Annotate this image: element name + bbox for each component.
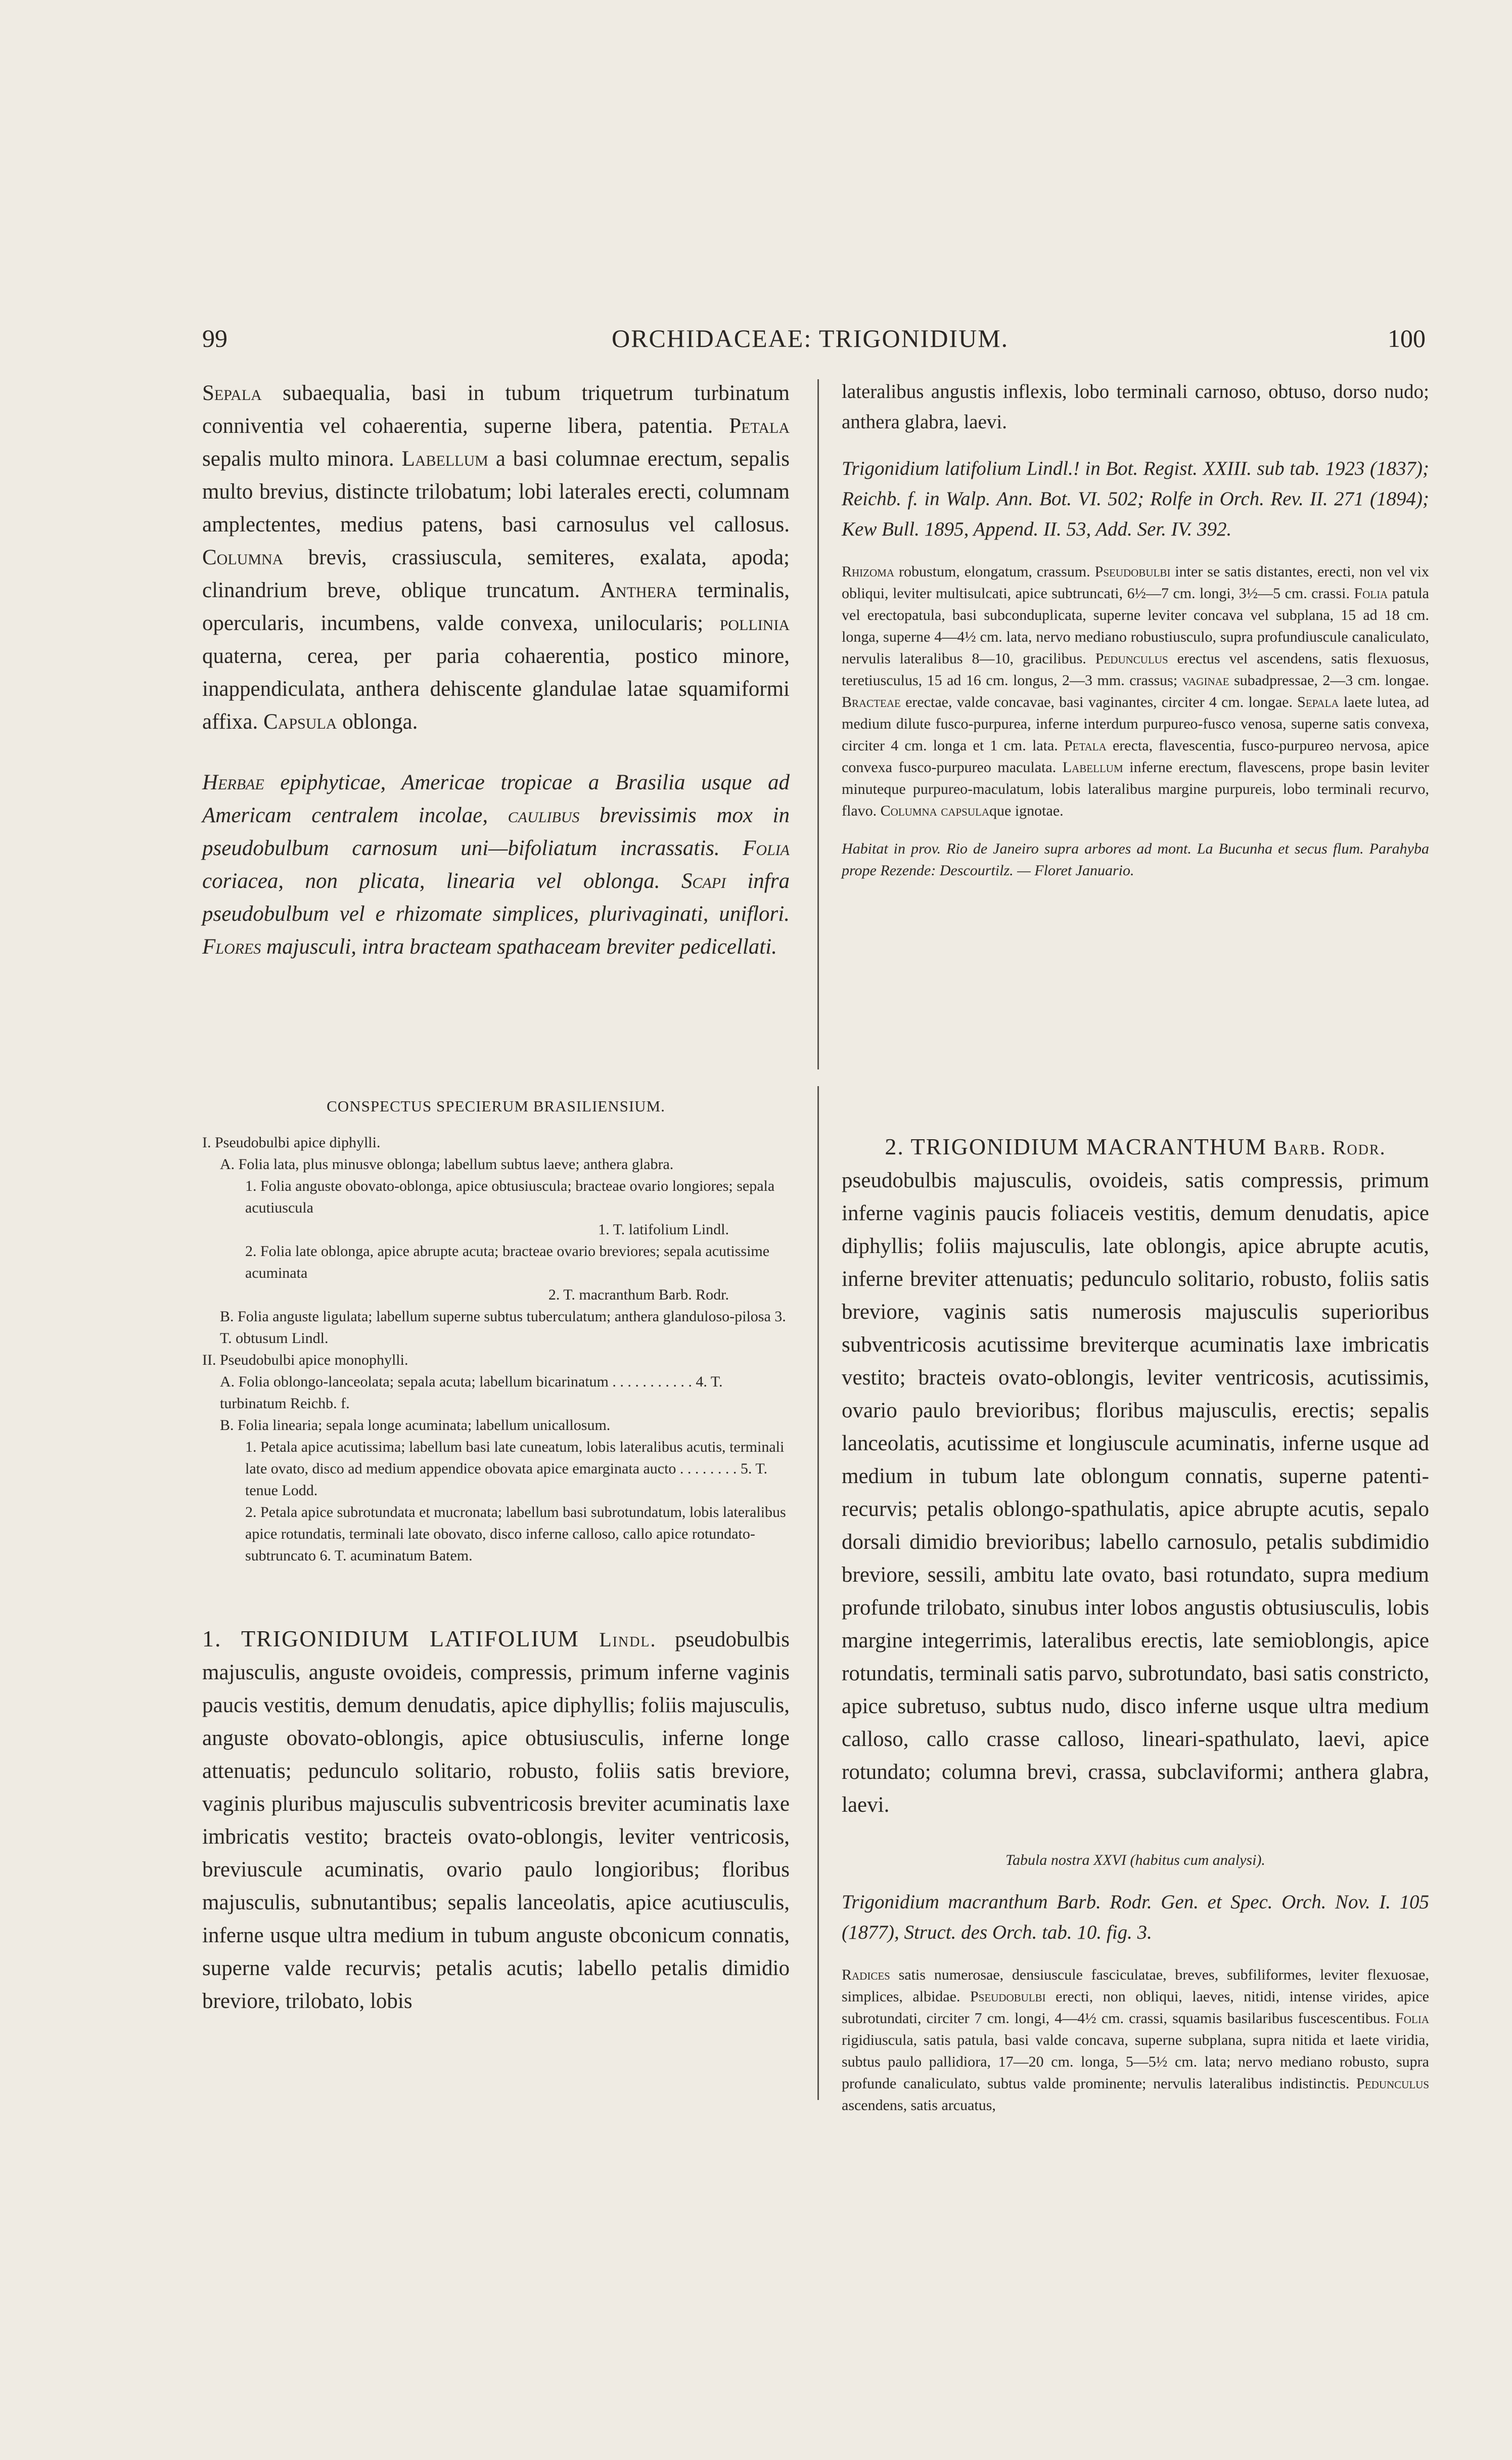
term-small-caps: Columna	[880, 802, 937, 819]
conspectus-title: CONSPECTUS SPECIERUM BRASILIENSIUM.	[327, 1097, 665, 1115]
term-text: erectus vel ascendens, satis flexuosus, teretiusculus, 15 ad 16 cm. longus, 2—3 mm. crassus;	[842, 650, 1429, 689]
term-small-caps: Sepala	[202, 381, 262, 405]
term-text: rigidiuscula, satis patula, basi valde concava, superne subplana, supra nitida et laete viridia, subtus paulo pallidiora, 17—20 cm. longa, 5—5½ cm. lata; nervo mediano robusto, supra profunde canaliculato, subtus valde prominente; nervulis lateralibus indistinctis.	[842, 2032, 1429, 2092]
species2-name: TRIGONIDIUM MACRANTHUM	[910, 1134, 1267, 1159]
term-text: robustum, elongatum, crassum.	[894, 563, 1095, 580]
term-small-caps: Pedunculus	[1356, 2075, 1429, 2092]
term-text: brevis, crassiuscula, semiteres, exalata, apoda; clinandrium breve, oblique truncatum.	[202, 546, 790, 602]
term-text: brevissimis mox in pseudobulbum carnosum uni—bifoliatum incrassatis.	[202, 803, 790, 860]
species2-description	[842, 1964, 1429, 2116]
term-text: inter se satis distantes, erecti, non vel vix obliqui, leviter multisulcati, apice subtruncati, 6½—7 cm. longi, 3½—5 cm. crassi.	[842, 563, 1429, 602]
term-text: sepalis multo minora.	[202, 447, 402, 471]
term-text: laete lutea, ad medium dilute fusco-purpurea, inferne interdum purpureo-fusco venosa, superne satis convexa, circiter 4 cm. longa et 1 cm. lata.	[842, 694, 1430, 754]
term-text: ascendens, satis arcuatus,	[842, 2097, 996, 2114]
genus-description	[202, 377, 790, 738]
key-row: II. Pseudobulbi apice monophylli.	[202, 1352, 408, 1368]
term-text: epiphyticae, Americae tropicae a Brasilia usque ad Americam centralem incolae,	[202, 771, 790, 827]
species1-description	[842, 561, 1429, 822]
term-small-caps: Bracteae	[842, 694, 901, 710]
term-text: subaequalia, basi in tubum triquetrum turbinatum conniventia vel cohaerentia, superne libera, patentia.	[202, 381, 790, 438]
term-text: patula vel erectopatula, basi subconduplicata, superne leviter concava vel subplana, 15 ad 18 cm. longa, superne 4—4½ cm. lata, nervo mediano robustiusculo, supra profundiuscule canaliculato, nervulis lateralibus 8—10, gracilibus.	[842, 585, 1429, 667]
species2-author: Barb. Rodr.	[1273, 1136, 1386, 1159]
term-text: coriacea, non plicata, linearia vel oblonga.	[202, 869, 681, 893]
term-small-caps: vaginae	[1182, 672, 1229, 689]
species1-text: pseudobulbis majusculis, anguste ovoideis, compressis, primum inferne vaginis paucis vestitis, demum denudatis, apice diphyllis; foliis majusculis, anguste obovato-oblongis, apice obtusiusculis, inferne longe attenuatis; pedunculo solitario, robusto, foliis satis breviore, vaginis pluribus majusculis subventricosis breviter acuminatis laxe imbricatis vestito; bracteis ovato-oblongis, leviter ventricosis, breviuscule acuminatis, ovario paulo longioribus; floribus majusculis, subnutantibus; sepalis lanceolatis, apice acutiusculis, inferne usque ultra medium in tubum anguste obconicum connatis, superne valde recurvis; petalis acutis; labello petalis dimidio breviore, trilobato, lobis	[202, 1628, 790, 2013]
term-small-caps: caulibus	[508, 803, 580, 827]
key-row: A. Folia lata, plus minusve oblonga; labellum subtus laeve; anthera glabra.	[220, 1156, 674, 1173]
term-small-caps: Labellum	[1062, 759, 1123, 776]
term-small-caps: Sepala	[1297, 694, 1339, 710]
term-text: terminalis, opercularis, incumbens, valde convexa, unilocularis;	[202, 578, 790, 635]
key-row: 1. Folia anguste obovato-oblonga, apice obtusiuscula; bracteae ovario longiores; sepala acutiuscula	[245, 1178, 775, 1216]
term-small-caps: Pedunculus	[1095, 650, 1168, 667]
key-row: 2. Petala apice subrotundata et mucronata; labellum basi subrotundatum, lobis lateralibus apice rotundatis, terminali late obovato, disco inferne calloso, callo apice rotundato-subtruncato 6. T. acuminatum Batem.	[245, 1504, 786, 1564]
page-number-left: 99	[202, 324, 227, 352]
term-small-caps: pollinia	[719, 611, 790, 635]
species1-continuation-text: lateralibus angustis inflexis, lobo terminali carnoso, obtuso, dorso nudo; anthera glabra, laevi.	[842, 381, 1429, 433]
term-small-caps: capsula	[941, 802, 990, 819]
term-text: a basi columnae erectum, sepalis multo brevius, distincte trilobatum; lobi laterales erecti, columnam amplectentes, medius patens, basi carnosulus vel callosus.	[202, 447, 790, 536]
species1-author: Lindl.	[599, 1628, 657, 1651]
species2-tabula: Tabula nostra XXVI (habitus cum analysi).	[1005, 1852, 1265, 1868]
term-small-caps: Flores	[202, 935, 261, 959]
species1-habitat: Habitat in prov. Rio de Janeiro supra arbores ad mont. La Bucunha et secus flum. Parahyba prope Rezende: Descourtilz. — Floret Januario.	[842, 840, 1429, 879]
species1-citation: Trigonidium latifolium Lindl.! in Bot. Regist. XXIII. sub tab. 1923 (1837); Reichb. f. in Walp. Ann. Bot. VI. 502; Rolfe in Orch. Rev. II. 271 (1894); Kew Bull. 1895, Append. II. 53, Add. Ser. IV. 392.	[842, 458, 1429, 540]
key-row: 2. Folia late oblonga, apice abrupte acuta; bracteae ovario breviores; sepala acutissime acuminata	[245, 1243, 770, 1281]
term-small-caps: Folia	[1354, 585, 1388, 602]
running-title: ORCHIDACEAE: TRIGONIDIUM.	[612, 324, 1009, 352]
species2-diagnosis: pseudobulbis majusculis, ovoideis, satis compressis, primum inferne vaginis paucis foliaceis vestitis, demum denudatis, apice diphyllis; foliis majusculis, late oblongis, apice abrupte acutis, inferne breviter attenuatis; pedunculo solitario, robusto, foliis satis breviore, vaginis satis numerosis majusculis superioribus subventricosis acutissime breviterque acuminatis laxe imbricatis vestito; bracteis ovato-oblongis, leviter ventricosis, acutissimis, ovario paulo brevioribus; floribus majusculis, erectis; sepalis lanceolatis, acutissime et longiuscule acuminatis, inferne usque ad medium in tubum late oblongum connatis, superne patenti-recurvis; petalis oblongo-spathulatis, apice abrupte acutis, sepalo dorsali dimidio brevioribus; labello carnosulo, petalis subdimidio breviore, sessili, ambitu late ovato, basi rotundato, supra medium profunde trilobato, sinubus inter lobos angustis obtusiusculis, lobis margine integerrimis, lateralibus erectis, late semioblongis, apice rotundatis, terminali satis parvo, subrotundato, basi satis constricto, apice subretuso, subtus nudo, disco inferne usque ultra medium calloso, callo crasse calloso, lineari-spathulato, laevi, apice rotundato; columna brevi, crassa, subclaviformi; anthera glabra, laevi.	[842, 1169, 1429, 1817]
term-small-caps: Petala	[729, 414, 790, 438]
term-small-caps: Labellum	[401, 447, 488, 471]
species1-number: 1.	[202, 1626, 222, 1651]
species1-heading	[202, 1626, 657, 1651]
genus-description-column	[202, 377, 790, 963]
term-text: erecta, flavescentia, fusco-purpureo nervosa, apice convexa fusco-purpureo maculata.	[842, 737, 1429, 776]
term-small-caps: Folia	[743, 836, 790, 860]
term-text: erectae, valde concavae, basi vaginantes, circiter 4 cm. longae.	[900, 694, 1298, 710]
key-row: B. Folia linearia; sepala longe acuminata; labellum unicallosum.	[220, 1417, 611, 1434]
term-small-caps: Pseudobulbi	[970, 1988, 1046, 2005]
page-number-right: 100	[1388, 324, 1426, 352]
term-text: infra pseudobulbum vel e rhizomate simplices, plurivaginati, uniflori.	[202, 869, 790, 926]
term-small-caps: Folia	[1395, 2010, 1429, 2027]
species2-heading	[842, 1130, 1429, 1164]
term-text: quaterna, cerea, per paria cohaerentia, postico minore, inappendiculata, anthera dehiscente glandulae latae squamiformi affixa.	[202, 644, 790, 734]
species2-number: 2.	[885, 1134, 904, 1159]
term-small-caps: Petala	[1064, 737, 1107, 754]
key-row: A. Folia oblongo-lanceolata; sepala acuta; labellum bicarinatum . . . . . . . . . . . 4. T. turbinatum Reichb. f.	[220, 1373, 723, 1412]
species2-column	[842, 1130, 1429, 2116]
species2-citation: Trigonidium macranthum Barb. Rodr. Gen. et Spec. Orch. Nov. I. 105 (1877), Struct. des Orch. tab. 10. fig. 3.	[842, 1891, 1429, 1943]
term-text: erecti, non obliqui, laeves, nitidi, intense virides, apice subrotundati, circiter 7 cm. longi, 4—4½ cm. crassi, squamis basilaribus fuscescentibus.	[842, 1988, 1429, 2027]
key-row: I. Pseudobulbi apice diphylli.	[202, 1134, 381, 1151]
key-row: B. Folia anguste ligulata; labellum superne subtus tuberculatum; anthera glanduloso-pilosa 3. T. obtusum Lindl.	[220, 1308, 786, 1347]
term-text: majusculi, intra bracteam spathaceam breviter pedicellati.	[261, 935, 777, 959]
term-small-caps: Rhizoma	[842, 563, 894, 580]
conspectus-key	[202, 1132, 790, 1567]
key-row: 1. Petala apice acutissima; labellum basi late cuneatum, lobis lateralibus acutis, terminali late ovato, disco ad medium appendice obovata apice emarginata aucto . . . . . . . . 5. T. tenue Lodd.	[245, 1439, 785, 1499]
term-text: que ignotae.	[989, 802, 1064, 819]
term-small-caps: Scapi	[681, 869, 726, 893]
key-result: 2. T. macranthum Barb. Rodr.	[548, 1286, 729, 1303]
column-divider-lower	[817, 1086, 819, 2100]
species1-name: TRIGONIDIUM LATIFOLIUM	[241, 1626, 579, 1651]
species1-diagnosis	[202, 1622, 790, 2018]
term-text: oblonga.	[337, 710, 418, 734]
genus-habit	[202, 766, 790, 963]
conspectus-column	[202, 1097, 790, 2018]
term-text: subadpressae, 2—3 cm. longae.	[1229, 672, 1429, 689]
term-small-caps: Herbae	[202, 771, 264, 794]
term-small-caps: Pseudobulbi	[1094, 563, 1171, 580]
term-small-caps: Radices	[842, 1966, 890, 1983]
term-small-caps: Anthera	[600, 578, 677, 602]
term-text: inferne erectum, flavescens, prope basin leviter minuteque purpureo-maculatum, lobis lateralibus margine purpureis, lobo terminali recurvo, flavo.	[842, 759, 1429, 819]
term-text: satis numerosae, densiuscule fasciculatae, breves, subfiliformes, leviter flexuosae, simplices, albidae.	[842, 1966, 1429, 2005]
species1-continuation-column	[842, 377, 1429, 881]
term-small-caps: Columna	[202, 546, 284, 569]
key-result: 1. T. latifolium Lindl.	[598, 1221, 729, 1238]
term-small-caps: Capsula	[263, 710, 337, 734]
column-divider-upper	[817, 379, 819, 1069]
